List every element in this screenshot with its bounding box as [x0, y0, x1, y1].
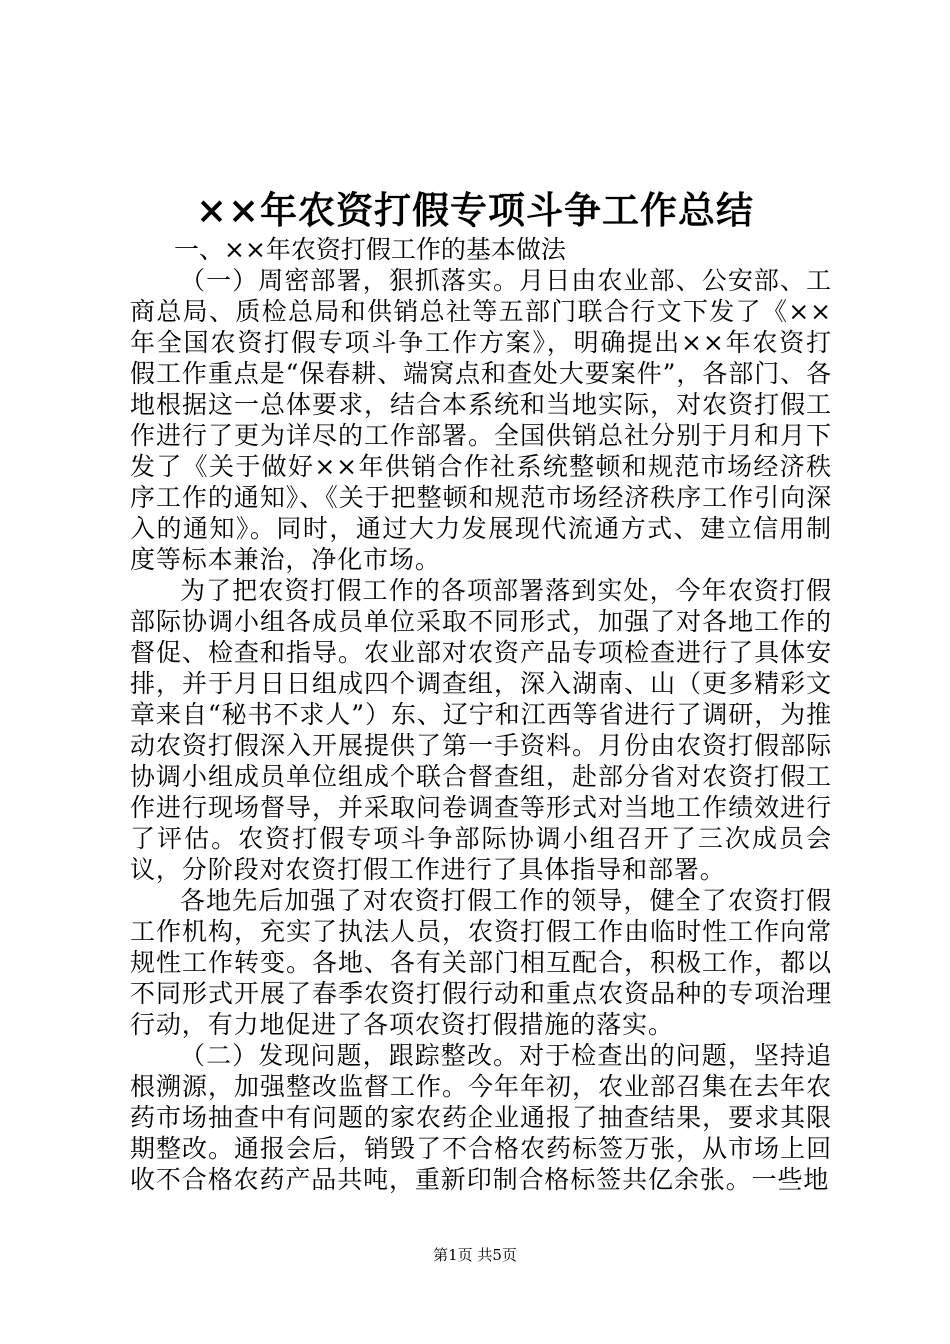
body-paragraph: 为了把农资打假工作的各项部署落到实处，今年农资打假部际协调小组各成员单位采取不同形式，加强了对各地工作的督促、检查和指导。农业部对农资产品专项检查进行了具体安排，并于月日日组成四个调查组，深入湖南、山（更多精彩文章来自“秘书不求人”）东、辽宁和江西等省进行了调研，为推动农资打假深入开展提供了第一手资料。月份由农资打假部际协调小组成员单位组成个联合督查组，赴部分省对农资打假工作进行现场督导，并采取问卷调查等形式对当地工作绩效进行了评估。农资打假专项斗争部际协调小组召开了三次成员会议，分阶段对农资打假工作进行了具体指导和部署。	[130, 576, 832, 884]
document-body	[130, 234, 832, 1195]
body-paragraph: （二）发现问题，跟踪整改。对于检查出的问题，坚持追根溯源，加强整改监督工作。今年年初，农业部召集在去年农药市场抽查中有问题的家农药企业通报了抽查结果，要求其限期整改。通报会后，销毁了不合格农药标签万张，从市场上回收不合格农药产品共吨，重新印制合格标签共亿余张。一些地	[130, 1041, 832, 1194]
document-title: ××年农资打假专项斗争工作总结	[195, 188, 754, 232]
section-heading: 一、××年农资打假工作的基本做法	[174, 235, 566, 264]
body-paragraph: 各地先后加强了对农资打假工作的领导，健全了农资打假工作机构，充实了执法人员，农资打假工作由临时性工作向常规性工作转变。各地、各有关部门相互配合，积极工作，都以不同形式开展了春季农资打假行动和重点农资品种的专项治理行动，有力地促进了各项农资打假措施的落实。	[130, 886, 832, 1039]
body-paragraph: （一）周密部署，狠抓落实。月日由农业部、公安部、工商总局、质检总局和供销总社等五部门联合行文下发了《××年全国农资打假专项斗争工作方案》，明确提出××年农资打假工作重点是“保春耕、端窝点和查处大要案件”，各部门、各地根据这一总体要求，结合本系统和当地实际，对农资打假工作进行了更为详尽的工作部署。全国供销总社分别于月和月下发了《关于做好××年供销合作社系统整顿和规范市场经济秩序工作的通知》、《关于把整顿和规范市场经济秩序工作引向深入的通知》。同时，通过大力发展现代流通方式、建立信用制度等标本兼治，净化市场。	[130, 266, 832, 574]
page-number-footer: 第1页 共5页	[433, 1246, 517, 1264]
